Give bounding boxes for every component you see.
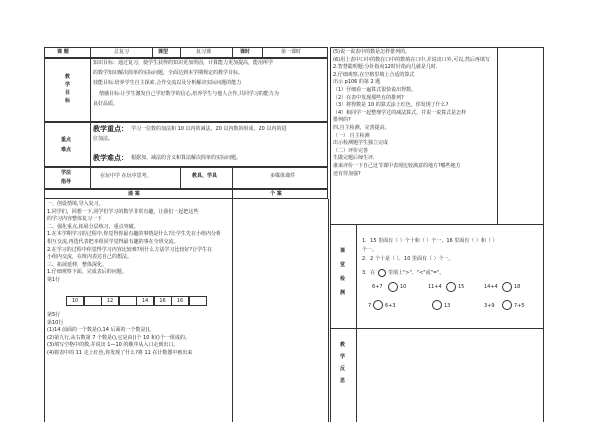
text-line: 第10行 <box>47 319 64 326</box>
number-cell: 14 <box>136 296 154 306</box>
answer-circle[interactable] <box>388 282 398 292</box>
number-cell: 12 <box>101 296 119 306</box>
text-line: (4)将表中的 11 走上红色,你发现了什么?将 11 在计数器中画出来 <box>47 350 193 356</box>
reflect-label: 教 <box>340 342 346 348</box>
compare-expr: 15 <box>458 284 465 290</box>
text-line: （一） 自主检测 <box>333 132 370 139</box>
goals-text: 良好品质。 <box>93 101 119 107</box>
text-line: (6)用上表中口中的数在口中的数填在口中,并说出口外,可以,然后再填写 <box>333 56 490 63</box>
reflect-label: 反 <box>340 366 346 372</box>
check-question-1: 1．15 里面有（ ）个十和（ ）个一，16 里面有（ ）和（ ） <box>362 238 498 244</box>
compare-expr: 13 <box>444 303 451 309</box>
check-label: 堂 <box>340 262 346 268</box>
text-line: 二、强化重点,拓展分层练习，重点突破。 <box>47 223 139 230</box>
goals-text: 知识目标：通过复习，使学生获得的知识更加巩固，计算能力更加提高，能用所学 <box>93 60 274 66</box>
guide-tools: 教具、学具 <box>192 173 218 179</box>
text-line: (2)第九行,从右数第 7 个数是(),它是由()个 10 和()个一组成的。 <box>47 334 190 341</box>
compare-expr: 10 <box>400 284 407 290</box>
number-cell: 10 <box>66 296 84 306</box>
text-line: 第1行 <box>47 277 61 283</box>
header-type-label: 课型 <box>158 49 169 55</box>
number-cell <box>84 296 102 306</box>
column-general: 通 案 <box>128 191 140 197</box>
guide-label: 学法 <box>61 170 72 176</box>
goals-text: 的数学知识解决简单的实际问题，全面达到本学期规定的教学目标。 <box>93 70 244 76</box>
text-line: 2.在学习的过程中你觉得学习内容比较难?用什么方法学习比较好?让学生在 <box>47 246 213 253</box>
key-label: 难点 <box>61 147 72 153</box>
answer-circle[interactable] <box>502 282 512 292</box>
key-heading: 教学重点： <box>93 125 128 133</box>
answer-circle[interactable] <box>446 282 456 292</box>
text-line: 谁来评价一下自己这节课中表现比较满意的地方?哪些地方 <box>333 163 461 169</box>
text-line: 的学习内容整体复习一下 <box>47 216 103 223</box>
compare-expr: 6+3 <box>385 303 396 309</box>
text-line: 四,自主检测，完善提高。 <box>333 125 390 131</box>
key-label: 重点 <box>61 137 72 143</box>
compare-expr: 7 <box>368 303 372 309</box>
guide-label: 指导 <box>61 179 72 185</box>
text-line: 1.在本学期学习的过程中,你觉得你最有趣的事情是什么?让学生先在小组内分析 <box>47 231 222 238</box>
text-line: 生做完题后师生评. <box>333 155 375 162</box>
header-period: 第一课时 <box>281 49 302 55</box>
text-line: （二）评价完善 <box>333 147 369 154</box>
compare-expr: 6+7 <box>372 284 383 290</box>
text-line: 第5行 <box>47 312 61 318</box>
guide-text: 在玩中学 在玩中思考。 <box>100 173 152 179</box>
number-cell <box>119 296 137 306</box>
text-line: （4）和同学一起整理学过的减法算式。并说一说算式是怎样 <box>333 109 467 116</box>
answer-circle[interactable] <box>502 300 512 310</box>
guide-media: 多媒体课件 <box>270 173 296 179</box>
check-label: 测 <box>340 290 346 296</box>
answer-circle[interactable] <box>373 300 383 310</box>
key-text: 学习一位数的加法和 10 以内的减法，20 以内数的组成，20 以内的进 <box>131 126 287 132</box>
text-line: 1.仔细观察下面，完成表后的问题。 <box>47 269 127 276</box>
number-cell: 16 <box>171 296 189 306</box>
text-line: 一、创设情境,导入复习。 <box>47 201 104 207</box>
text-line: 出示检测题学生独立完成 <box>333 140 389 147</box>
header-topic-label: 课 题 <box>57 49 69 55</box>
number-cell <box>189 296 207 306</box>
column-individual: 个 案 <box>270 191 282 197</box>
check-question-2: 2．2 个十是（ ），10 里面有（ ）个一。 <box>362 256 454 262</box>
key-text: 根据加、减法的含义和算法解决简单的实际问题。 <box>131 155 242 161</box>
text-line: 相互交流,再选代表把本组同学觉得最有趣的事在全班交流。 <box>47 239 179 245</box>
check-question-1-cont: 个一。 <box>362 247 378 253</box>
number-cell: 16 <box>154 296 172 306</box>
text-line: (1)14 前面的一个数是(),14 后面的一个数是()。 <box>47 327 155 334</box>
check-question-3: 3．在 <box>362 270 376 276</box>
text-line: （3）将得数是 10 的算式涂上红色，你发现了什么? <box>333 102 449 109</box>
compare-expr: 11+4 <box>428 284 442 290</box>
text-line: 1.同学们，回想一下,同学们学习的数学非常有趣，让我们一起把这些 <box>47 208 199 215</box>
text-line: 还有待加强? <box>333 170 361 177</box>
text-line: (3)填写空格中的数,并说出 1—10 的顺序从入口走到出口。 <box>47 342 179 349</box>
reflect-label: 学 <box>340 354 346 360</box>
reflect-label: 思 <box>340 378 346 384</box>
text-line: 2.仔细观察,在空格里填上合适的算式 <box>333 71 415 78</box>
text-line: 出示 p106 的第 2 题 <box>333 79 381 86</box>
text-line: （2）在表中发现那些有的排列? <box>333 94 404 101</box>
compare-expr: 7+5 <box>514 303 525 309</box>
goals-label: 教 <box>65 74 71 80</box>
compare-expr: 14+4 <box>484 284 498 290</box>
key-heading: 教学难点： <box>93 154 128 162</box>
check-question-3-cont: 里填上">"、"<"或"="。 <box>388 270 445 276</box>
text-line: （1）仔细看一遍算式很快说出得数。 <box>333 87 417 93</box>
goals-label: 目 <box>65 90 71 96</box>
compare-expr: 18 <box>514 284 521 290</box>
compare-expr: 3+9 <box>484 303 495 309</box>
key-text: 位加法。 <box>93 136 114 142</box>
text-line: 排列的? <box>333 117 351 124</box>
check-label: 课 <box>340 248 346 254</box>
check-label: 检 <box>340 276 346 282</box>
column-header-row <box>44 189 328 199</box>
goals-section <box>44 58 328 122</box>
compare-circle-icon <box>378 269 386 277</box>
header-period-label: 课时 <box>240 49 251 55</box>
goals-text: 技能目标:培养学生自主探索,合作交流以及分析解决实际问题的能力 <box>93 80 242 86</box>
goals-text: 情感目标:让学生激发自己学好数学的信心,培养学生与他人合作,共同学习的能力为 <box>99 91 279 97</box>
goals-label: 标 <box>65 98 71 104</box>
header-topic: 总复习 <box>114 49 130 55</box>
answer-circle[interactable] <box>432 300 442 310</box>
text-line: 2.智慧聪明题:分针指向12时针指向几就是几时. <box>333 64 438 71</box>
header-type: 复习课 <box>196 49 212 55</box>
goals-label: 学 <box>65 82 71 88</box>
text-line: 小组内交流，在班内表达自己的想法。 <box>47 254 133 261</box>
text-line: (5)说一说表中的数是怎样排列的。 <box>333 49 411 55</box>
text-line: 三、拓展延伸，整体深化。 <box>47 261 108 268</box>
